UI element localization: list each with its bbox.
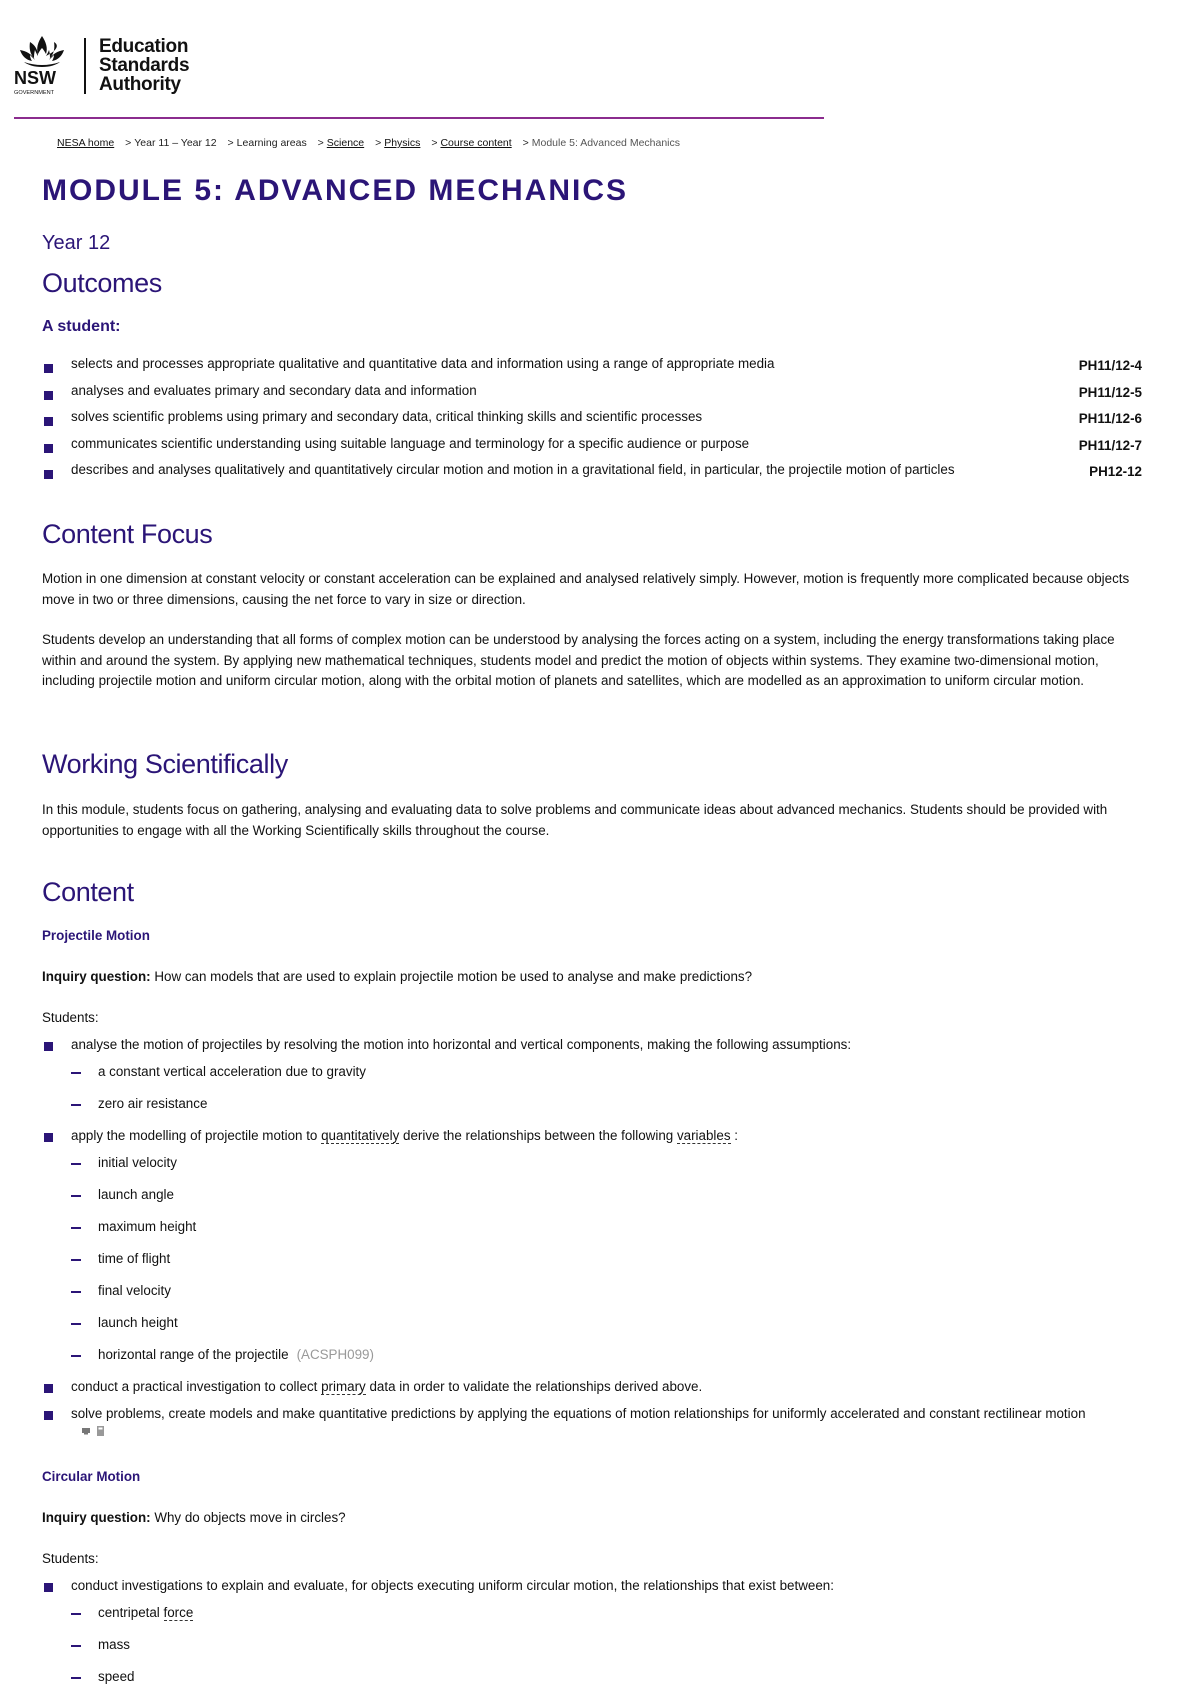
logo-line: Authority <box>99 74 181 95</box>
sub-item <box>42 1155 1142 1187</box>
breadcrumb-link-science[interactable]: Science <box>326 137 365 149</box>
square-bullet-icon <box>44 444 53 453</box>
inquiry-text: How can models that are used to explain projectile motion be used to analyse and make predictions? <box>150 969 753 984</box>
logo-divider <box>84 38 86 94</box>
breadcrumb-link-nesa-home[interactable]: NESA home <box>57 137 115 149</box>
page-title: MODULE 5: ADVANCED MECHANICS <box>42 174 629 207</box>
sub-item <box>42 1187 1142 1219</box>
outcomes-intro: A student: <box>42 318 121 335</box>
dash-bullet-icon <box>71 1104 81 1106</box>
sub-item <box>42 1637 1142 1669</box>
content-item <box>42 1406 1142 1433</box>
sub-item-text: maximum height <box>98 1219 197 1234</box>
logo-line: Standards <box>99 55 190 76</box>
square-bullet-icon <box>44 470 53 479</box>
content-focus-paragraph: Students develop an understanding that all forms of complex motion can be understood by analysing the forces acting on a system, including the energy transformations taking place within and around the system. By applying new mathematical techniques, students model and predict the motion of objects within systems. They examine two-dimensional motion, including projectile motion and uniform circular motion, along with the orbital motion of planets and satellites, which are modelled as an approximation to uniform circular motion. <box>42 632 1115 689</box>
logo-wordmark <box>99 37 189 94</box>
content-focus-paragraph: Motion in one dimension at constant velocity or constant acceleration can be explained and analysed relatively simply. However, motion is frequently more complicated because objects move in two or three dimensions, causing the net force to vary in size or direction. <box>42 571 1130 607</box>
dash-bullet-icon <box>71 1291 81 1293</box>
projectile-inquiry-question <box>42 969 752 984</box>
header-rule <box>14 117 824 119</box>
sub-item-text: final velocity <box>98 1283 171 1298</box>
outcome-text: analyses and evaluates primary and secondary data and information <box>71 382 477 398</box>
content-item <box>42 1578 1142 1605</box>
sub-item-text: time of flight <box>98 1251 171 1266</box>
glossary-term-link[interactable]: force <box>163 1605 194 1620</box>
outcome-item <box>42 436 1142 463</box>
sub-item <box>42 1347 1142 1379</box>
breadcrumb-link-course-content[interactable]: Course content <box>440 137 512 149</box>
dash-bullet-icon <box>71 1259 81 1261</box>
outcome-text: describes and analyses qualitatively and quantitatively circular motion and motion in a gravitational field, in particular, the projectile motion of particles <box>71 462 955 478</box>
outcome-item <box>42 462 1142 489</box>
sub-item <box>42 1283 1142 1315</box>
students-label: Students: <box>42 1551 99 1566</box>
content-item <box>42 1128 1142 1155</box>
square-bullet-icon <box>44 391 53 400</box>
content-item-text: solve problems, create models and make quantitative predictions by applying the equations of motion relationships for uniformly accelerated and constant rectilinear motion <box>71 1406 1086 1421</box>
content-focus-heading: Content Focus <box>42 519 213 549</box>
sub-item-text: initial velocity <box>98 1155 177 1170</box>
dash-bullet-icon <box>71 1227 81 1229</box>
breadcrumb-item-learning-areas: Learning areas <box>236 137 307 149</box>
ict-icon <box>82 1428 90 1433</box>
breadcrumb: NESA home > Year 11 – Year 12 > Learning areas > Science > Physics > Course content > Module 5: Advanced Mechanics <box>57 137 681 149</box>
inquiry-label: Inquiry question: <box>42 969 151 984</box>
content-item-text: conduct investigations to explain and evaluate, for objects executing uniform circular motion, the relationships that exist between: <box>71 1578 834 1593</box>
circular-inquiry-question <box>42 1510 346 1525</box>
outcome-item <box>42 383 1142 410</box>
sub-item <box>42 1251 1142 1283</box>
sub-item-text: zero air resistance <box>98 1096 208 1111</box>
logo-line: Education <box>99 36 189 57</box>
year-label: Year 12 <box>42 232 111 254</box>
inquiry-label: Inquiry question: <box>42 1510 151 1525</box>
outcome-code: PH11/12-4 <box>1078 358 1142 373</box>
outcome-item <box>42 356 1142 383</box>
sub-item-text: centripetal force <box>98 1605 194 1620</box>
sub-item <box>42 1669 1142 1701</box>
circular-content-list <box>42 1578 1142 1701</box>
glossary-term-link[interactable]: variables <box>676 1128 731 1143</box>
outcomes-list <box>42 356 1142 489</box>
square-bullet-icon <box>44 1411 53 1420</box>
outcomes-heading: Outcomes <box>42 268 162 298</box>
glossary-term-link[interactable]: primary <box>321 1379 366 1394</box>
square-bullet-icon <box>44 364 53 373</box>
dash-bullet-icon <box>71 1613 81 1615</box>
dash-bullet-icon <box>71 1072 81 1074</box>
sub-item-text: launch height <box>98 1315 178 1330</box>
nsw-waratah-logo-icon <box>14 34 70 98</box>
sub-item <box>42 1064 1142 1096</box>
sub-item-text: launch angle <box>98 1187 174 1202</box>
inquiry-text: Why do objects move in circles? <box>150 1510 346 1525</box>
sub-item-text: horizontal range of the projectile (ACSPH099) <box>98 1347 374 1362</box>
sub-item <box>42 1605 1142 1637</box>
content-item-text: conduct a practical investigation to collect primary data in order to validate the relationships derived above. <box>71 1379 703 1394</box>
breadcrumb-current: Module 5: Advanced Mechanics <box>531 137 681 149</box>
learning-across-curriculum-icons[interactable] <box>80 1425 110 1437</box>
sub-item-text: mass <box>98 1637 130 1652</box>
sub-item <box>42 1219 1142 1251</box>
outcome-item <box>42 409 1142 436</box>
dash-bullet-icon <box>71 1195 81 1197</box>
outcome-code: PH11/12-5 <box>1078 384 1142 400</box>
dash-bullet-icon <box>71 1323 81 1325</box>
glossary-term-link[interactable]: quantitatively <box>321 1128 400 1143</box>
breadcrumb-link-physics[interactable]: Physics <box>384 137 421 149</box>
working-scientifically-heading: Working Scientifically <box>42 749 288 779</box>
content-item-text: apply the modelling of projectile motion to quantitatively derive the relationships between the following variables : <box>71 1128 738 1143</box>
dash-bullet-icon <box>71 1163 81 1165</box>
logo-brand-text: NSW <box>14 68 56 88</box>
sub-item-text: a constant vertical acceleration due to gravity <box>98 1064 366 1079</box>
content-item <box>42 1037 1142 1064</box>
sub-item-text: speed <box>98 1669 135 1684</box>
breadcrumb-item-years: Year 11 – Year 12 <box>134 137 217 149</box>
outcome-text: solves scientific problems using primary and secondary data, critical thinking skills and scientific processes <box>71 409 703 425</box>
sub-item <box>42 1315 1142 1347</box>
acara-code-link[interactable]: (ACSPH099) <box>296 1347 374 1362</box>
square-bullet-icon <box>44 417 53 426</box>
sub-item <box>42 1096 1142 1128</box>
students-label: Students: <box>42 1010 99 1025</box>
content-item-text: analyse the motion of projectiles by resolving the motion into horizontal and vertical components, making the following assumptions: <box>71 1037 852 1052</box>
square-bullet-icon <box>44 1133 53 1142</box>
working-scientifically-paragraph: In this module, students focus on gathering, analysing and evaluating data to solve problems and communicate ideas about advanced mechanics. Students should be provided with opportunities to engage with all the Working Scientifically skills throughout the course. <box>42 802 1108 838</box>
projectile-content-list <box>42 1037 1142 1433</box>
logo-sub-text: GOVERNMENT <box>14 90 55 96</box>
square-bullet-icon <box>44 1384 53 1393</box>
dash-bullet-icon <box>71 1677 81 1679</box>
projectile-motion-subhead: Projectile Motion <box>42 928 150 943</box>
content-heading: Content <box>42 877 134 907</box>
dash-bullet-icon <box>71 1645 81 1647</box>
square-bullet-icon <box>44 1583 53 1592</box>
circular-motion-subhead: Circular Motion <box>42 1469 141 1484</box>
nesa-logo[interactable] <box>14 34 214 98</box>
content-item <box>42 1379 1142 1406</box>
outcome-text: selects and processes appropriate qualitative and quantitative data and information using a range of appropriate media <box>71 356 775 371</box>
outcome-code: PH11/12-6 <box>1078 411 1142 427</box>
dash-bullet-icon <box>71 1355 81 1357</box>
square-bullet-icon <box>44 1042 53 1051</box>
outcome-text: communicates scientific understanding using suitable language and terminology for a specific audience or purpose <box>71 435 750 451</box>
outcome-code: PH11/12-7 <box>1078 437 1142 453</box>
outcome-code: PH12-12 <box>1089 464 1142 480</box>
